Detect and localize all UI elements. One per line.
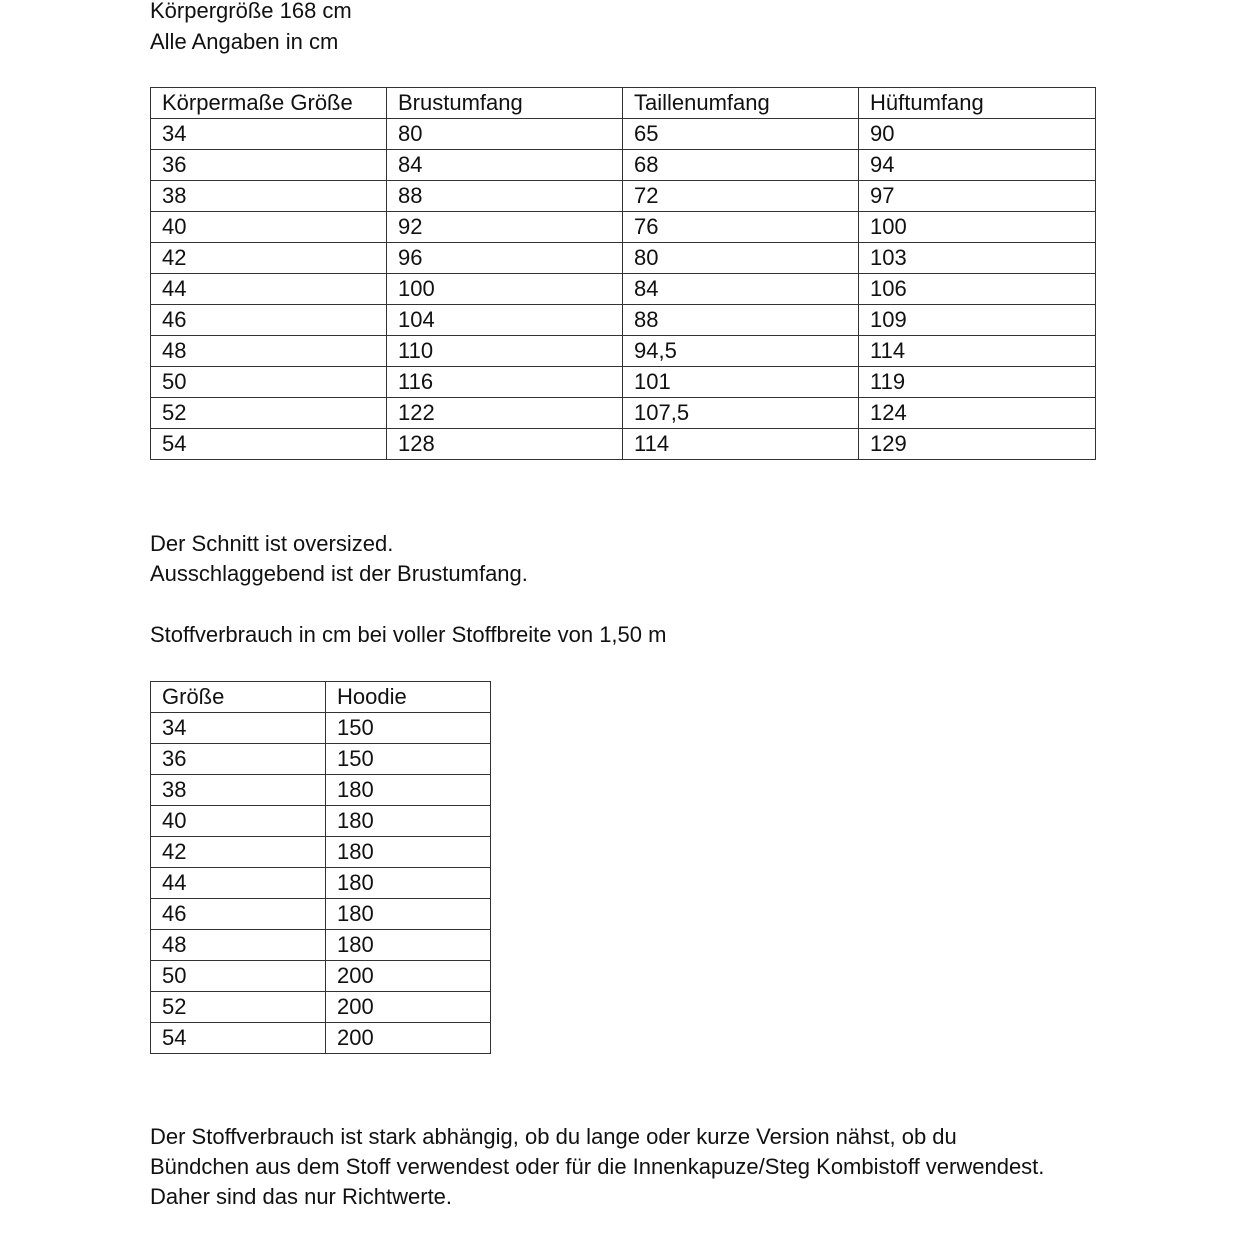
table-cell: 129 [859,429,1096,460]
table-cell: 44 [151,274,387,305]
table-cell: 119 [859,367,1096,398]
table-row [151,274,1096,305]
table-cell: 38 [151,181,387,212]
table-cell: 54 [151,1023,326,1054]
table-cell: 34 [151,713,326,744]
table-cell: 122 [387,398,623,429]
table-cell: 44 [151,868,326,899]
table-cell: 84 [387,150,623,181]
column-header: Körpermaße Größe [151,88,387,119]
table-cell: 46 [151,899,326,930]
table-row [151,181,1096,212]
table-cell: 88 [623,305,859,336]
table-cell: 106 [859,274,1096,305]
table-row [151,744,491,775]
table-row [151,868,491,899]
table-cell: 180 [326,868,491,899]
table-row [151,899,491,930]
table-cell: 88 [387,181,623,212]
table-cell: 48 [151,336,387,367]
table-cell: 42 [151,243,387,274]
table-cell: 65 [623,119,859,150]
table-cell: 114 [859,336,1096,367]
table-row [151,930,491,961]
table-cell: 180 [326,930,491,961]
table-cell: 109 [859,305,1096,336]
table-cell: 104 [387,305,623,336]
table-cell: 107,5 [623,398,859,429]
column-header: Hoodie [326,682,491,713]
fabric-consumption-heading: Stoffverbrauch in cm bei voller Stoffbreite von 1,50 m [150,622,667,647]
table-row [151,150,1096,181]
chest-note: Ausschlaggebend ist der Brustumfang. [150,561,528,586]
table-cell: 40 [151,806,326,837]
table-cell: 52 [151,992,326,1023]
table-cell: 80 [387,119,623,150]
table-row [151,713,491,744]
column-header: Größe [151,682,326,713]
table-cell: 180 [326,775,491,806]
table-cell: 100 [859,212,1096,243]
table-row [151,367,1096,398]
table-cell: 80 [623,243,859,274]
table-cell: 103 [859,243,1096,274]
table-cell: 96 [387,243,623,274]
table-row [151,429,1096,460]
table-cell: 40 [151,212,387,243]
units-text: Alle Angaben in cm [150,29,339,54]
table-cell: 100 [387,274,623,305]
table-cell: 94 [859,150,1096,181]
table-cell: 54 [151,429,387,460]
table-cell: 92 [387,212,623,243]
table-cell: 38 [151,775,326,806]
table-row [151,775,491,806]
oversized-note: Der Schnitt ist oversized. [150,531,394,556]
table-row [151,1023,491,1054]
table-cell: 180 [326,837,491,868]
table-cell: 46 [151,305,387,336]
closing-note-line-2: Bündchen aus dem Stoff verwendest oder für die Innenkapuze/Steg Kombistoff verwendest. [150,1154,1045,1179]
table-cell: 180 [326,806,491,837]
table-header-row [151,682,491,713]
table-row [151,992,491,1023]
table-cell: 50 [151,367,387,398]
table-cell: 36 [151,744,326,775]
table-cell: 97 [859,181,1096,212]
closing-note-line-3: Daher sind das nur Richtwerte. [150,1184,453,1209]
table-row [151,398,1096,429]
table-cell: 200 [326,961,491,992]
table-cell: 180 [326,899,491,930]
table-row [151,806,491,837]
table-cell: 48 [151,930,326,961]
table-cell: 36 [151,150,387,181]
table-cell: 150 [326,713,491,744]
table-cell: 114 [623,429,859,460]
column-header: Brustumfang [387,88,623,119]
table-cell: 94,5 [623,336,859,367]
table-cell: 52 [151,398,387,429]
closing-note-line-1: Der Stoffverbrauch ist stark abhängig, ob du lange oder kurze Version nähst, ob du [150,1124,957,1149]
table-cell: 42 [151,837,326,868]
table-row [151,243,1096,274]
body-measurements-table [150,87,1096,460]
table-cell: 90 [859,119,1096,150]
table-row [151,837,491,868]
table-row [151,212,1096,243]
table-row [151,336,1096,367]
table-cell: 110 [387,336,623,367]
table-row [151,119,1096,150]
table-header-row [151,88,1096,119]
table-cell: 84 [623,274,859,305]
table-cell: 128 [387,429,623,460]
table-cell: 124 [859,398,1096,429]
table-cell: 50 [151,961,326,992]
table-cell: 34 [151,119,387,150]
table-cell: 200 [326,1023,491,1054]
fabric-consumption-table [150,681,491,1054]
table-cell: 200 [326,992,491,1023]
table-cell: 101 [623,367,859,398]
table-cell: 76 [623,212,859,243]
table-row [151,961,491,992]
body-height-text: Körpergröße 168 cm [150,0,352,23]
column-header: Taillenumfang [623,88,859,119]
table-cell: 72 [623,181,859,212]
table-cell: 150 [326,744,491,775]
table-cell: 116 [387,367,623,398]
table-cell: 68 [623,150,859,181]
table-row [151,305,1096,336]
column-header: Hüftumfang [859,88,1096,119]
